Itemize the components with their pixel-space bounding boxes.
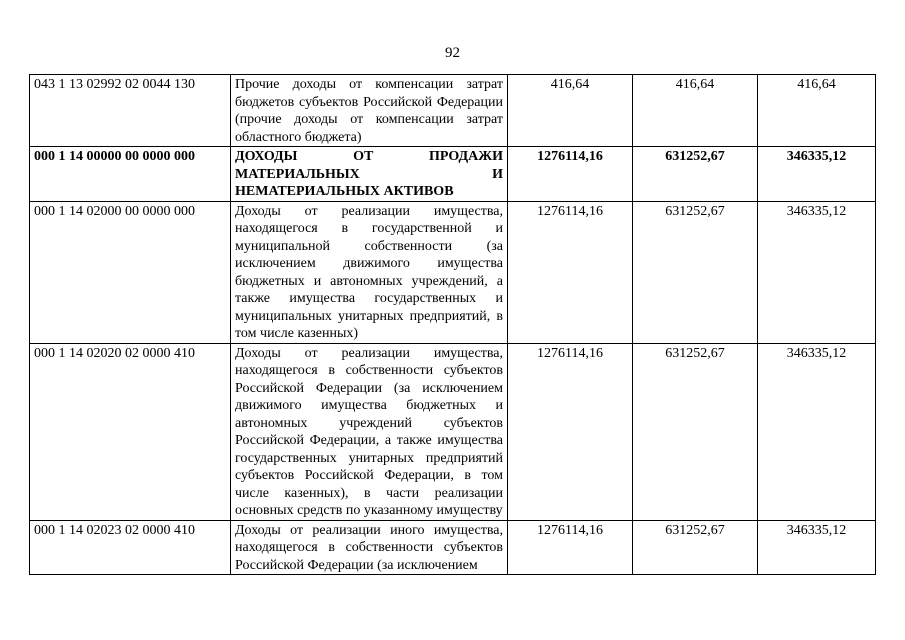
amount-cell-2: 631252,67: [633, 520, 758, 575]
amount-cell-1: 1276114,16: [508, 520, 633, 575]
description-cell: Доходы от реализации имущества, находящегося в государственной и муниципальной собственности (за исключением движимого имущества бюджетных и автономных учреждений, а также имущества государственных и муниципальных унитарных предприятий, в том числе казенных): [231, 201, 508, 343]
kbk-code-cell: 043 1 13 02992 02 0044 130: [30, 75, 231, 147]
kbk-code-cell: 000 1 14 02000 00 0000 000: [30, 201, 231, 343]
amount-cell-1: 1276114,16: [508, 343, 633, 520]
table-row: [30, 201, 876, 343]
amount-cell-2: 631252,67: [633, 343, 758, 520]
amount-cell-2: 416,64: [633, 75, 758, 147]
kbk-code-cell: 000 1 14 02023 02 0000 410: [30, 520, 231, 575]
page-number: 92: [445, 45, 460, 61]
amount-cell-2: 631252,67: [633, 147, 758, 202]
amount-cell-2: 631252,67: [633, 201, 758, 343]
kbk-code-cell: 000 1 14 02020 02 0000 410: [30, 343, 231, 520]
table-row: [30, 147, 876, 202]
amount-cell-1: 1276114,16: [508, 201, 633, 343]
amount-cell-1: 416,64: [508, 75, 633, 147]
description-cell: ДОХОДЫ ОТ ПРОДАЖИ МАТЕРИАЛЬНЫХ И НЕМАТЕРИАЛЬНЫХ АКТИВОВ: [231, 147, 508, 202]
kbk-code-cell: 000 1 14 00000 00 0000 000: [30, 147, 231, 202]
amount-cell-3: 346335,12: [758, 147, 876, 202]
table-row: [30, 343, 876, 520]
budget-table: [29, 74, 876, 575]
amount-cell-1: 1276114,16: [508, 147, 633, 202]
description-cell: Прочие доходы от компенсации затрат бюджетов субъектов Российской Федерации (прочие доходы от компенсации затрат областного бюджета): [231, 75, 508, 147]
amount-cell-3: 346335,12: [758, 343, 876, 520]
amount-cell-3: 416,64: [758, 75, 876, 147]
table-row: [30, 75, 876, 147]
description-cell: Доходы от реализации имущества, находящегося в собственности субъектов Российской Федерации (за исключением движимого имущества бюджетных и автономных учреждений субъектов Российской Федерации, а также имущества государственных унитарных предприятий субъектов Российской Федерации, в том числе казенных), в части реализации основных средств по указанному имуществу: [231, 343, 508, 520]
description-cell: Доходы от реализации иного имущества, находящегося в собственности субъектов Российской Федерации (за исключением: [231, 520, 508, 575]
amount-cell-3: 346335,12: [758, 520, 876, 575]
amount-cell-3: 346335,12: [758, 201, 876, 343]
table-row: [30, 520, 876, 575]
